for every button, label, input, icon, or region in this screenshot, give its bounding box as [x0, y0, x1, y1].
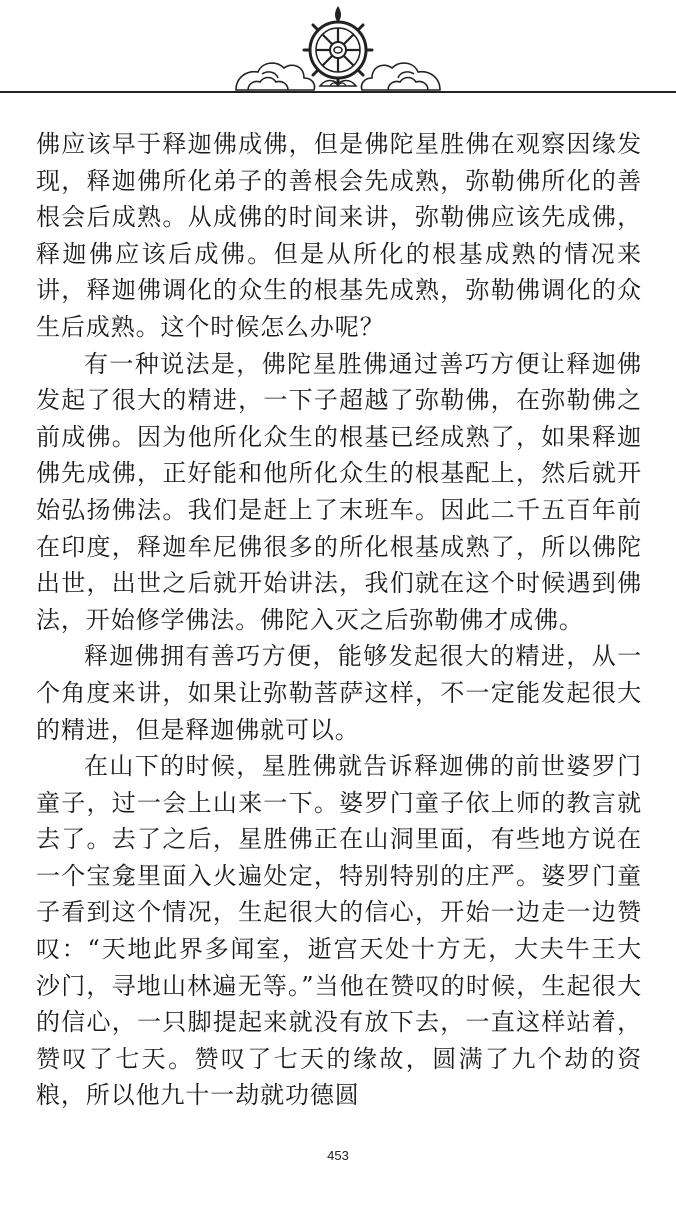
paragraph-2: 有一种说法是，佛陀星胜佛通过善巧方便让释迦佛发起了很大的精进，一下子超越了弥勒佛，在弥勒佛之前成佛。因为他所化众生的根基已经成熟了，如果释迦佛先成佛，正好能和他所化众生的根基配上，然后就开始弘扬佛法。我们是赶上了末班车。因此二千五百年前在印度，释迦牟尼佛很多的所化根基成熟了，所以佛陀出世，出世之后就开始讲法，我们就在这个时候遇到佛法，开始修学佛法。佛陀入灭之后弥勒佛才成佛。 — [36, 349, 642, 634]
paragraph-4: 在山下的时候，星胜佛就告诉释迦佛的前世婆罗门童子，过一会上山来一下。婆罗门童子依上师的教言就去了。去了之后，星胜佛正在山洞里面，有些地方说在一个宝龛里面入火遍处定，特别特别的庄严。婆罗门童子看到这个情况，生起很大的信心，开始一边走一边赞叹：“天地此界多闻室，逝宫天处十方无，大夫牛王大沙门，寻地山林遍无等。”当他在赞叹的时候，生起很大的信心，一只脚提起来就没有放下去，一直这样站着，赞叹了七天。赞叹了七天的缘故，圆满了九个劫的资粮，所以他九十一劫就功德圆 — [36, 752, 642, 1110]
paragraph-3: 释迦佛拥有善巧方便，能够发起很大的精进，从一个角度来讲，如果让弥勒菩萨这样，不一定能发起很大的精进，但是释迦佛就可以。 — [36, 642, 642, 744]
left-cloud-icon — [236, 63, 315, 90]
page-number: 453 — [327, 1148, 349, 1163]
right-cloud-icon — [361, 63, 440, 90]
dharma-wheel-icon — [304, 6, 372, 86]
paragraph-1: 佛应该早于释迦佛成佛，但是佛陀星胜佛在观察因缘发现，释迦佛所化弟子的善根会先成熟，弥勒佛所化的善根会后成熟。从成佛的时间来讲，弥勒佛应该先成佛，释迦佛应该后成佛。但是从所化的根基成熟的情况来讲，释迦佛调化的众生的根基先成熟，弥勒佛调化的众生后成熟。这个时候怎么办呢？ — [36, 130, 642, 341]
text-body — [36, 126, 642, 1114]
header-ornament — [0, 0, 676, 110]
